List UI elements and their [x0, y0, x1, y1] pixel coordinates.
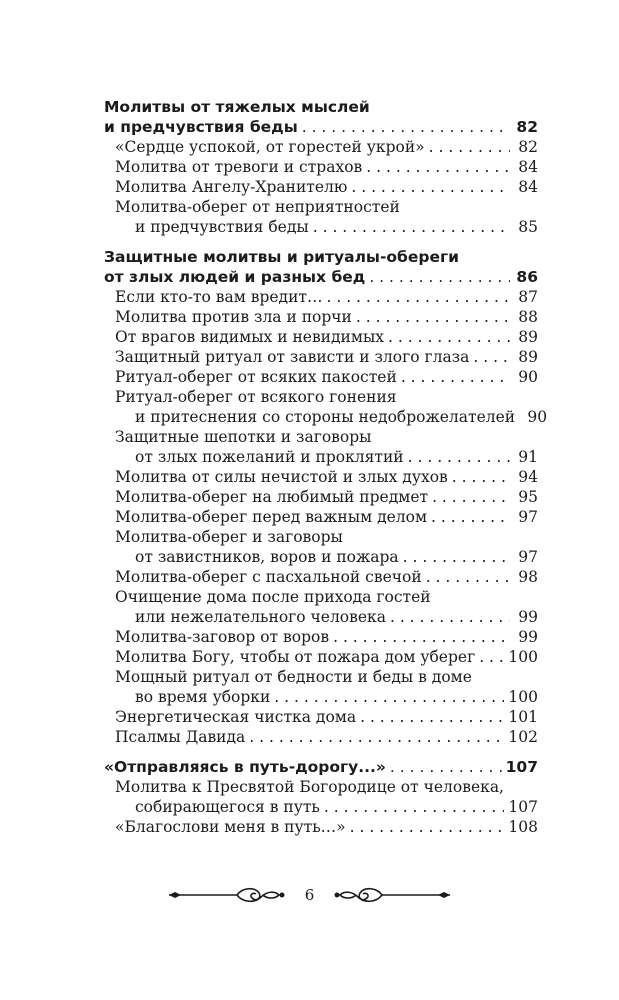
toc-entry — [104, 587, 538, 607]
section-heading-text: и предчувствия беды — [104, 118, 298, 136]
dot-leader — [324, 797, 505, 817]
page-ref: 84 — [518, 178, 538, 196]
dot-leader — [360, 707, 504, 727]
page-ref: 86 — [516, 268, 538, 286]
section-heading-text: от злых людей и разных бед — [104, 268, 366, 286]
toc-entry-text: Молитва-оберег с пасхальной свечой — [115, 568, 422, 586]
dot-leader — [390, 757, 502, 777]
toc-entry — [104, 287, 538, 307]
toc-entry-text: Молитва-оберег от неприятностей — [115, 198, 400, 216]
toc-entry — [104, 367, 538, 387]
toc-entry-text: Молитва от тревоги и страхов — [115, 158, 363, 176]
toc-entry-text: Молитва-оберег перед важным делом — [115, 508, 428, 526]
page-ref: 99 — [518, 628, 538, 646]
toc-entry-text: Псалмы Давида — [115, 728, 246, 746]
toc-entry-text: Молитва Богу, чтобы от пожара дом уберег — [115, 648, 476, 666]
dot-leader — [333, 627, 510, 647]
toc-entry-text: Энергетическая чистка дома — [115, 708, 357, 726]
dot-leader — [432, 487, 510, 507]
toc-entry — [104, 727, 538, 747]
toc-entry — [104, 427, 538, 447]
toc-entry-continuation — [104, 797, 538, 817]
toc-entry — [104, 157, 538, 177]
dot-leader — [431, 507, 510, 527]
dot-leader — [350, 817, 505, 837]
page-ref: 88 — [518, 308, 538, 326]
page-ref: 107 — [508, 798, 538, 816]
dot-leader — [426, 567, 510, 587]
toc-entry-continuation — [104, 547, 538, 567]
toc-entry-text: «Сердце успокой, от горестей укрой» — [115, 138, 425, 156]
dot-leader — [408, 447, 510, 467]
section-heading — [104, 757, 538, 777]
toc-entry-text: Защитный ритуал от зависти и злого глаза — [115, 348, 470, 366]
page-ref: 99 — [518, 608, 538, 626]
toc-entry-text: Молитва-заговор от воров — [115, 628, 330, 646]
section-heading — [104, 97, 538, 117]
dot-leader — [351, 177, 510, 197]
toc-entry — [104, 487, 538, 507]
toc-section — [104, 97, 538, 237]
page-ref: 95 — [518, 488, 538, 506]
dot-leader — [369, 267, 510, 287]
dot-leader — [356, 307, 510, 327]
toc-entry — [104, 527, 538, 547]
page-ref: 97 — [518, 508, 538, 526]
page-ref: 84 — [518, 158, 538, 176]
dot-leader — [390, 607, 510, 627]
left-ornament-icon — [167, 883, 287, 907]
toc-entry — [104, 647, 538, 667]
page-ref: 102 — [508, 728, 538, 746]
dot-leader — [479, 647, 504, 667]
toc-entry-text: Ритуал-оберег от всяких пакостей — [115, 368, 397, 386]
toc-section — [104, 757, 538, 837]
toc-entry — [104, 627, 538, 647]
toc-entry-text: Мощный ритуал от бедности и беды в доме — [115, 668, 472, 686]
table-of-contents — [104, 97, 548, 847]
toc-entry — [104, 347, 538, 367]
toc-entry — [104, 567, 538, 587]
page-ref: 91 — [518, 448, 538, 466]
page-ref: 82 — [518, 138, 538, 156]
page-ref: 108 — [508, 818, 538, 836]
dot-leader — [429, 137, 510, 157]
page-ref: 89 — [518, 328, 538, 346]
page-ref: 100 — [508, 688, 538, 706]
toc-entry-continuation-text: от завистников, воров и пожара — [135, 548, 399, 566]
toc-entry-text: Молитва против зла и порчи — [115, 308, 352, 326]
toc-entry-text: Если кто-то вам вредит… — [115, 288, 323, 306]
page-ref: 90 — [527, 408, 548, 426]
section-heading-text: Молитвы от тяжелых мыслей — [104, 98, 370, 116]
dot-leader — [302, 117, 510, 137]
toc-entry-text: От врагов видимых и невидимых — [115, 328, 385, 346]
page-ref: 97 — [518, 548, 538, 566]
dot-leader — [313, 217, 510, 237]
toc-entry — [104, 467, 538, 487]
toc-entry-continuation-text: от злых пожеланий и проклятий — [135, 448, 404, 466]
page-ref: 100 — [508, 648, 538, 666]
toc-entry — [104, 387, 538, 407]
dot-leader — [249, 727, 504, 747]
section-heading — [104, 247, 538, 267]
page-ref: 98 — [518, 568, 538, 586]
dot-leader — [388, 327, 510, 347]
dot-leader — [403, 547, 510, 567]
toc-entry-continuation — [104, 687, 538, 707]
right-ornament-icon — [332, 883, 452, 907]
toc-entry-text: Молитва-оберег и заговоры — [115, 528, 343, 546]
toc-entry-text: Молитва к Пресвятой Богородице от человека, — [115, 778, 504, 796]
toc-entry — [104, 817, 538, 837]
page-ref: 87 — [518, 288, 538, 306]
toc-entry-continuation-text: и притеснения со стороны недоброжелателей — [135, 408, 516, 426]
toc-entry — [104, 707, 538, 727]
dot-leader — [473, 347, 510, 367]
dot-leader — [274, 687, 504, 707]
section-heading — [104, 267, 538, 287]
toc-entry-text: Очищение дома после прихода гостей — [115, 588, 431, 606]
toc-entry-text: Молитва-оберег на любимый предмет — [115, 488, 429, 506]
toc-entry-continuation — [104, 407, 548, 427]
page-number: 6 — [304, 886, 315, 904]
page-ref: 101 — [508, 708, 538, 726]
toc-entry — [104, 137, 538, 157]
toc-entry-continuation-text: во время уборки — [135, 688, 271, 706]
page-ref: 94 — [518, 468, 538, 486]
toc-entry-continuation-text: собирающегося в путь — [135, 798, 320, 816]
section-heading — [104, 117, 538, 137]
toc-entry — [104, 507, 538, 527]
page-ref: 107 — [505, 758, 538, 776]
section-heading-text: Защитные молитвы и ритуалы-обереги — [104, 248, 459, 266]
dot-leader — [327, 287, 511, 307]
toc-entry-text: Ритуал-оберег от всякого гонения — [115, 388, 397, 406]
toc-entry-text: «Благослови меня в путь…» — [115, 818, 346, 836]
page-ref: 90 — [518, 368, 538, 386]
toc-entry — [104, 667, 538, 687]
toc-entry — [104, 327, 538, 347]
page-ref: 85 — [518, 218, 538, 236]
toc-entry-continuation — [104, 217, 538, 237]
toc-entry-continuation — [104, 607, 538, 627]
toc-entry-continuation-text: и предчувствия беды — [135, 218, 309, 236]
page-ref: 82 — [516, 118, 538, 136]
dot-leader — [452, 467, 510, 487]
toc-section — [104, 247, 548, 747]
dot-leader — [366, 157, 510, 177]
toc-entry — [104, 307, 538, 327]
toc-entry — [104, 177, 538, 197]
page-footer — [0, 880, 619, 910]
toc-entry-continuation — [104, 447, 538, 467]
toc-entry — [104, 197, 538, 217]
toc-entry — [104, 777, 538, 797]
toc-entry-text: Молитва от силы нечистой и злых духов — [115, 468, 448, 486]
dot-leader — [401, 367, 510, 387]
toc-entry-text: Защитные шепотки и заговоры — [115, 428, 372, 446]
page-ref: 89 — [518, 348, 538, 366]
section-heading-text: «Отправляясь в путь-дорогу...» — [104, 758, 386, 776]
toc-entry-continuation-text: или нежелательного человека — [135, 608, 386, 626]
toc-entry-text: Молитва Ангелу-Хранителю — [115, 178, 348, 196]
